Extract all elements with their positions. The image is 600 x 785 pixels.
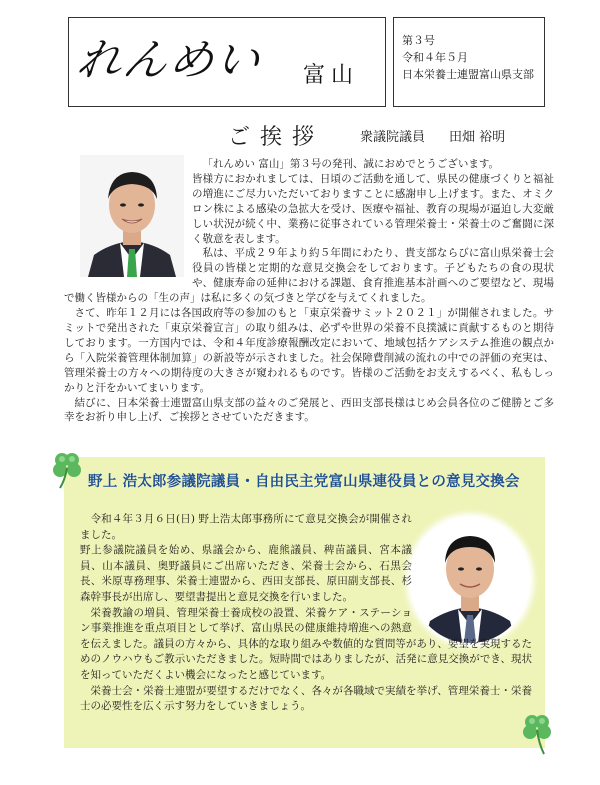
greeting-paragraph-5: 結びに、日本栄養士連盟富山県支部の益々のご発展と、西田支部長様はじめ会員各位のご健勝とご多幸をお祈り申し上げ、ご挨拶とさせていただきます。 (64, 396, 554, 424)
meeting-title: 野上 浩太郎参議院議員・自由民主党富山県連役員との意見交換会 (88, 474, 520, 490)
greeting-paragraph-3: 私は、平成２９年より約５年間にわたり、貴支部ならびに富山県栄養士会役員の皆様と定期的な意見交換会をしております。子どもたちの食の現状や、健康寿命の延伸における課題、食育推進基本計画へのご要望など、現場で働く皆様からの「生の声」は私に多くの気づきと学びを与えてくれました。 (64, 247, 554, 305)
masthead-location: 富山 (303, 63, 360, 88)
author-role: 衆議院議員 (360, 130, 426, 145)
meeting-paragraph-4: 栄養士会・栄養士連盟が要望するだけでなく、各々が各職域で実績を挙げ、管理栄養士・栄養士の必要性を広く示す努力をしていきましょう。 (80, 684, 532, 713)
issue-date: 令和４年５月 (402, 51, 468, 64)
clover-icon (50, 450, 84, 490)
masthead-logo: れんめい (73, 35, 265, 86)
issue-info (393, 17, 545, 107)
greeting-paragraph-4: さて、昨年１２月には各国政府等の参加のもと「東京栄養サミット２０２１」が開催されました。サミットで発出された「東京栄養宣言」の取り組みは、必ずや世界の栄養不良撲滅に貢献するものと期待しております。一方国内では、令和４年度診療報酬改定において、地域包括ケアシステム推進の観点から「入院栄養管理体制加算」の新設等が示されました。社会保障費削減の流れの中での評価の充実は、管理栄養士の方々への期待度の大きさが窺われるものです。皆様のご活動をお支えするべく、私もしっかりと汗をかいてまいります。 (64, 307, 554, 394)
greeting-title: ご挨拶 (228, 125, 325, 150)
greeting-body (64, 157, 554, 425)
greeting-author (360, 126, 529, 145)
meeting-paragraph-2: 野上参議院議員を始め、県議会から、鹿熊議員、稗苗議員、宮本議員、山本議員、奥野議員にご出席いただき、栄養士会から、石黒会長、米原専務理事、栄養士連盟から、西田支部長、原田副支部長、杉森幹事長が出席し、要望書提出と意見交換を行いました。 (80, 544, 412, 603)
meeting-paragraph-3: 栄養教諭の増員、管理栄養士養成校の設置、栄養ケア・ステーション事業推進を重点項目として挙げ、富山県民の健康維持増進への熱意を伝えました。議員の方々から、具体的な取り組みや数値的な質問等があり、要望を実現するためのノウハウもご教示いただきました。短時間ではありましたが、活発に意見交換ができ、現状を知っていただくよい機会になったと感じています。 (80, 606, 532, 681)
issue-number: 第３号 (402, 34, 435, 47)
clover-icon-bottom (520, 712, 554, 756)
greeting-paragraph-2: 皆様方におかれましては、日頃のご活動を通して、県民の健康づくりと福祉の増進にご尽力いただいておりますことに感謝申し上げます。また、オミクロン株による感染の急拡大を受け、医療や福祉、教育の現場が逼迫し大変厳しい状況が続く中、業務に従事されている管理栄養士・栄養士のご奮闘に深く敬意を表します。 (192, 172, 554, 245)
greeting-paragraph-1: 「れんめい 富山」第３号の発刊、誠におめでとうございます。 (202, 158, 499, 170)
organization-name: 日本栄養士連盟富山県支部 (402, 68, 534, 81)
meeting-paragraph-1: 令和４年３月６日(日) 野上浩太郎事務所にて意見交換会が開催されました。 (80, 513, 412, 541)
meeting-body (80, 512, 532, 715)
author-name: 田畑 裕明 (449, 130, 506, 145)
